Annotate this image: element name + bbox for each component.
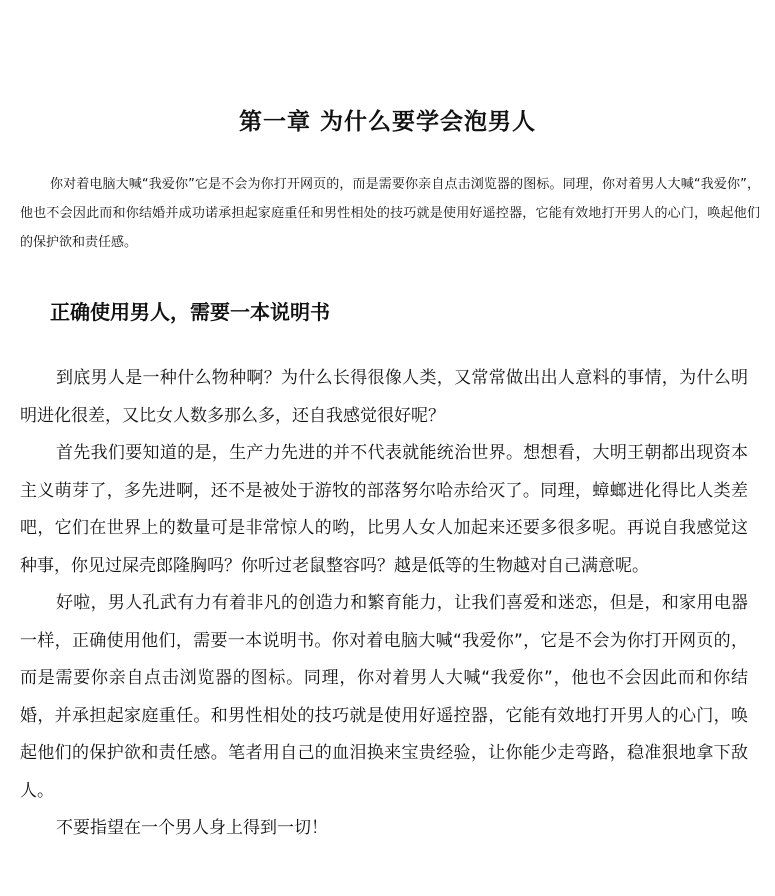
body-paragraph-3: 好啦，男人孔武有力有着非凡的创造力和繁育能力，让我们喜爱和迷恋，但是，和家用电器一样，正确使用他们，需要一本说明书。你对着电脑大喊“我爱你”，它是不会为你打开网页的，而是需要你亲自点击浏览器的图标。同理，你对着男人大喊“我爱你”，他也不会因此而和你结婚，并承担起家庭重任。和男性相处的技巧就是使用好遥控器，它能有效地打开男人的心门，唤起他们的保护欲和责任感。笔者用自己的血泪换来宝贵经验，让你能少走弯路，稳准狠地拿下敌人。: [20, 593, 748, 801]
section-heading: 正确使用男人，需要一本说明书: [50, 300, 330, 324]
body-paragraph-4: 不要指望在一个男人身上得到一切！: [56, 818, 328, 838]
body-paragraph-2: 首先我们要知道的是，生产力先进的并不代表就能统治世界。想想看，大明王朝都出现资本主义萌芽了，多先进啊，还不是被处于游牧的部落努尔哈赤给灭了。同理，蟑螂进化得比人类差吧，它们在世界上的数量可是非常惊人的哟，比男人女人加起来还要多很多呢。再说自我感觉这种事，你见过屎壳郎隆胸吗？你听过老鼠整容吗？越是低等的生物越对自己满意呢。: [20, 443, 748, 576]
chapter-title: 第一章 为什么要学会泡男人: [238, 109, 536, 135]
intro-paragraph: 你对着电脑大喊“我爱你”它是不会为你打开网页的，而是需要你亲自点击浏览器的图标。同理，你对着男人大喊“我爱你”，他也不会因此而和你结婚并成功诺承担起家庭重任和男性相处的技巧就是使用好遥控器，它能有效地打开男人的心门，唤起他们的保护欲和责任感。: [20, 177, 760, 250]
body-paragraph-1: 到底男人是一种什么物种啊？为什么长得很像人类，又常常做出出人意料的事情，为什么明明进化很差，又比女人数多那么多，还自我感觉很好呢？: [20, 368, 748, 426]
body-text: [20, 360, 748, 848]
